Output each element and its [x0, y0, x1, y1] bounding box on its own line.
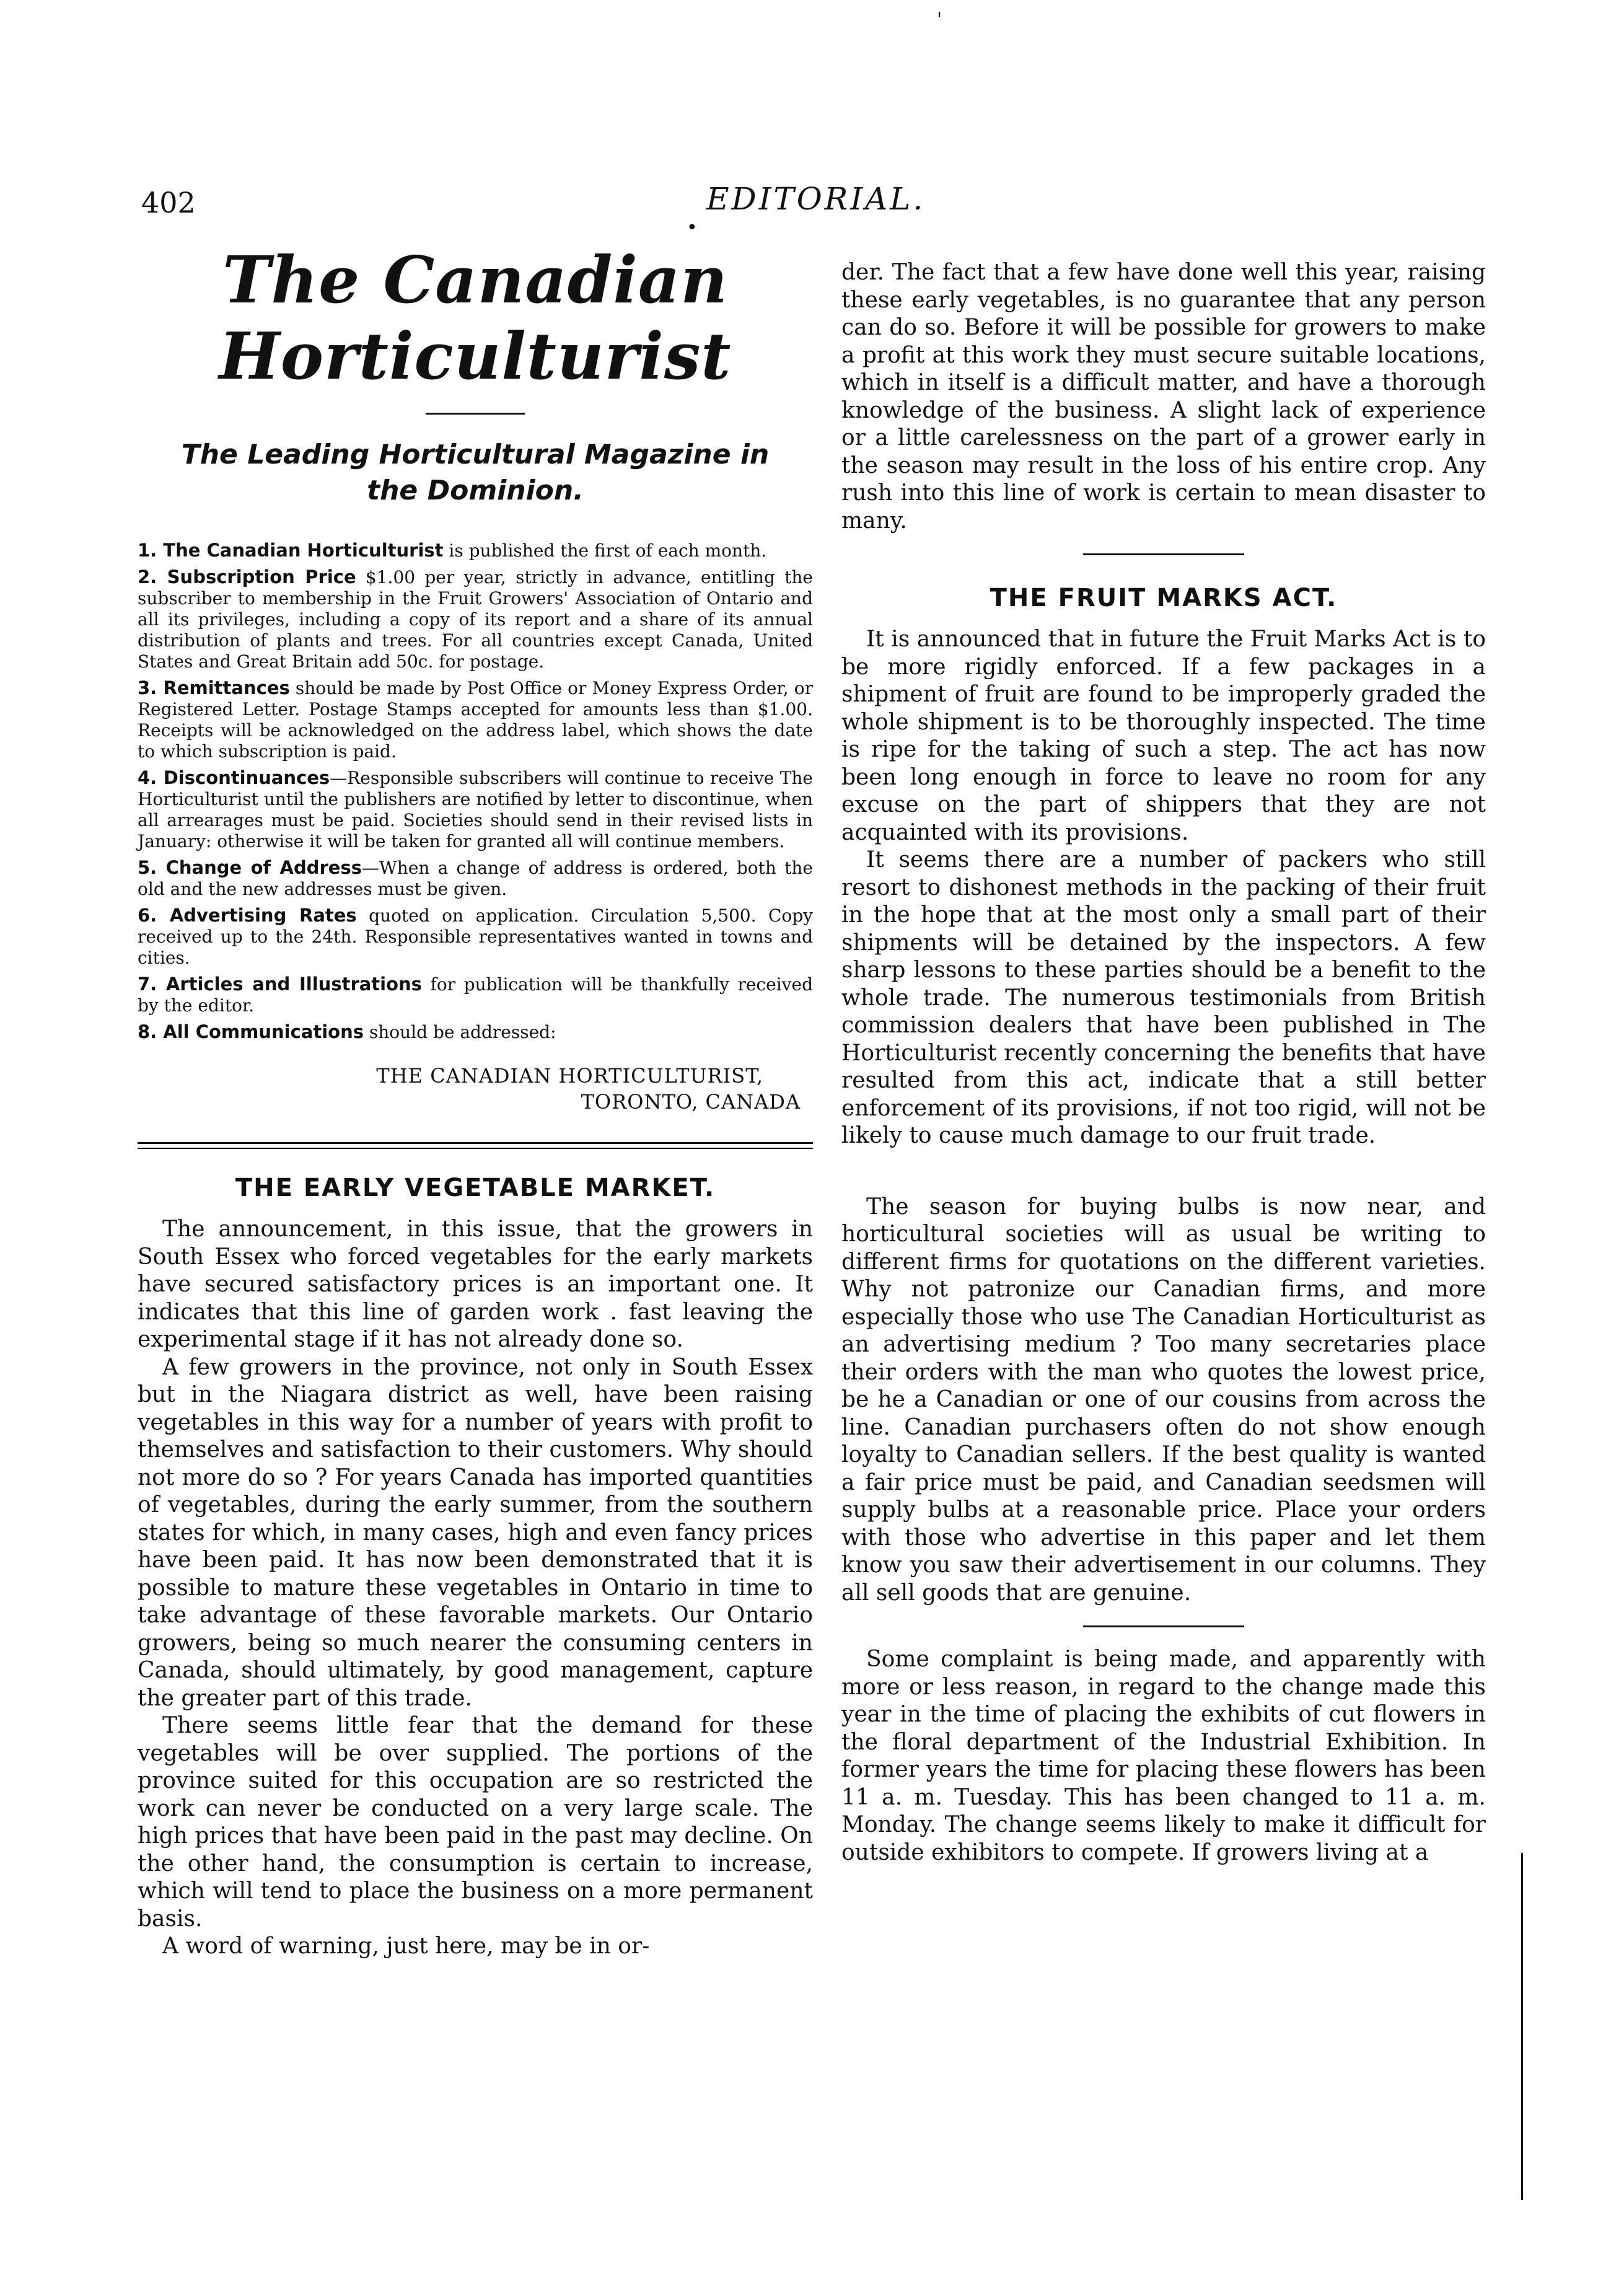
notice-text: should be addressed: [363, 1022, 556, 1042]
address-line: TORONTO, CANADA [581, 1090, 801, 1114]
notice-text: for publication will be thankfully received by the editor. [138, 974, 813, 1016]
right-column [841, 259, 1486, 1867]
divider [426, 413, 525, 415]
notice-text: quoted on application. Circulation 5,500. Copy received up to the 24th. Responsible representatives wanted in towns and cities. [138, 905, 813, 968]
notice-item [138, 1021, 813, 1043]
article-heading: THE FRUIT MARKS ACT. [990, 584, 1338, 612]
notice-label: 3. Remittances [138, 677, 290, 698]
page-number: 402 [141, 186, 196, 219]
notice-text: —Responsible subscribers will continue to receive The Horticulturist until the publishers are notified by letter to discontinue, when all arrearages must be paid. Societies should send in their revised lists in January: otherwise it will be taken for granted all will continue members. [138, 768, 813, 851]
article-heading: THE EARLY VEGETABLE MARKET. [235, 1174, 716, 1202]
divider [138, 1142, 813, 1149]
article-paragraph: The announcement, in this issue, that the growers in South Essex who forced vegetables for the early markets have secured satisfactory prices is an important one. It indicates that this line of garden work . fast leaving the experimental stage if it has not already done so. [138, 1216, 813, 1352]
masthead-title: The Canadian Horticulturist [219, 242, 732, 394]
print-mark: • [687, 217, 698, 239]
masthead-tagline: The Leading Horticultural Magazine in the Dominion. [181, 439, 770, 506]
notice-item [138, 974, 813, 1016]
margin-rule [1521, 1853, 1523, 2200]
notice-item [138, 677, 813, 762]
notice-label: 5. Change of Address [138, 857, 362, 878]
print-mark: ' [937, 9, 942, 30]
notices-list [138, 540, 813, 1043]
article-paragraph: A few growers in the province, not only in South Essex but in the Niagara district as well, have been raising vegetables in this way for a number of years with profit to themselves and satisfaction to their customers. Why should not more do so ? For years Canada has imported quantities of vegetables, during the early summer, from the southern states for which, in many cases, high and even fancy prices have been paid. It has now been demonstrated that it is possible to mature these vegetables in Ontario in time to take advantage of these favorable markets. Our Ontario growers, being so much nearer the consuming centers in Canada, should ultimately, by good management, capture the greater part of this trade. [138, 1354, 813, 1711]
notice-text: is published the first of each month. [443, 540, 767, 561]
article-paragraph: A word of warning, just here, may be in or- [162, 1933, 650, 1959]
article-paragraph: It seems there are a number of packers who still resort to dishonest methods in the packing of their fruit in the hope that at the most only a small part of their shipments will be detained by the inspectors. A few sharp lessons to these parties should be a benefit to the whole trade. The numerous testimonials from British commission dealers that have been published in The Horticulturist recently concerning the benefits that have resulted from this act, indicate that a still better enforcement of its provisions, if not too rigid, will not be likely to cause much damage to our fruit trade. [841, 847, 1486, 1148]
divider [1083, 553, 1244, 555]
article-paragraph: It is announced that in future the Fruit Marks Act is to be more rigidly enforced. If a few packages in a shipment of fruit are found to be improperly graded the whole shipment is to be thoroughly inspected. The time is ripe for the taking of such a step. The act has now been long enough in force to leave no room for any excuse on the part of shippers that they are not acquainted with its provisions. [841, 627, 1486, 845]
notice-label: 7. Articles and Illustrations [138, 974, 422, 995]
article-paragraph: The season for buying bulbs is now near, and horticultural societies will as usual be writing to different firms for quotations on the different varieties. Why not patronize our Canadian firms, and more especially those who use The Canadian Horticulturist as an advertising medium ? Too many secretaries place their orders with the man who quotes the lowest price, be he a Canadian or one of our cousins from across the line. Canadian purchasers often do not show enough loyalty to Canadian sellers. If the best quality is wanted a fair price must be paid, and Canadian seedsmen will supply bulbs at a reasonable price. Place your orders with those who advertise in this paper and let them know you saw their advertisement in our columns. They all sell goods that are genuine. [841, 1194, 1486, 1606]
notice-item [138, 905, 813, 969]
notice-label: 6. Advertising Rates [138, 905, 357, 926]
left-column [138, 242, 813, 1961]
notice-label: 4. Discontinuances [138, 767, 330, 788]
notice-text: $1.00 per year, strictly in advance, entitling the subscriber to membership in the Fruit Growers' Association of Ontario and all its privileges, including a copy of its report and a share of its annual distribution of plants and trees. For all countries except Canada, United States and Great Britain add 50c. for postage. [138, 567, 814, 672]
running-head: EDITORIAL. [706, 181, 926, 217]
notice-item [138, 857, 813, 900]
notice-label: 8. All Communications [138, 1021, 364, 1042]
notice-item [138, 540, 813, 561]
notice-text: should be made by Post Office or Money Express Order, or Registered Letter. Postage Stamps accepted for amounts less than $1.00. Receipts will be acknowledged on the address label, which shows the date to which subscription is paid. [138, 678, 813, 762]
notice-label: 1. The Canadian Horticulturist [138, 540, 444, 561]
article-paragraph: Some complaint is being made, and apparently with more or less reason, in regard to the change made this year in the time of placing the exhibits of cut flowers in the floral department of the Industrial Exhibition. In former years the time for placing these flowers has been 11 a. m. Tuesday. This has been changed to 11 a. m. Monday. The change seems likely to make it difficult for outside exhibitors to compete. If growers living at a [841, 1647, 1486, 1865]
article-paragraph: There seems little fear that the demand for these vegetables will be over supplied. The portions of the province suited for this occupation are so restricted the work can never be conducted on a very large scale. The high prices that have been paid in the past may decline. On the other hand, the consumption is certain to increase, which will tend to place the business on a more permanent basis. [138, 1713, 813, 1932]
mailing-address [138, 1063, 813, 1115]
notice-label: 2. Subscription Price [138, 566, 356, 587]
notice-text: —When a change of address is ordered, both the old and the new addresses must be given. [138, 858, 813, 899]
notice-item [138, 566, 813, 672]
notice-item [138, 767, 813, 852]
address-line: THE CANADIAN HORTICULTURIST, [376, 1064, 763, 1088]
article-paragraph: der. The fact that a few have done well this year, raising these early vegetables, is no guarantee that any person can do so. Before it will be possible for growers to make a profit at this work they must secure suitable locations, which in itself is a difficult matter, and have a thorough knowledge of the business. A slight lack of experience or a little carelessness on the part of a grower early in the season may result in the loss of his entire crop. Any rush into this line of work is certain to mean disaster to many. [841, 260, 1486, 534]
